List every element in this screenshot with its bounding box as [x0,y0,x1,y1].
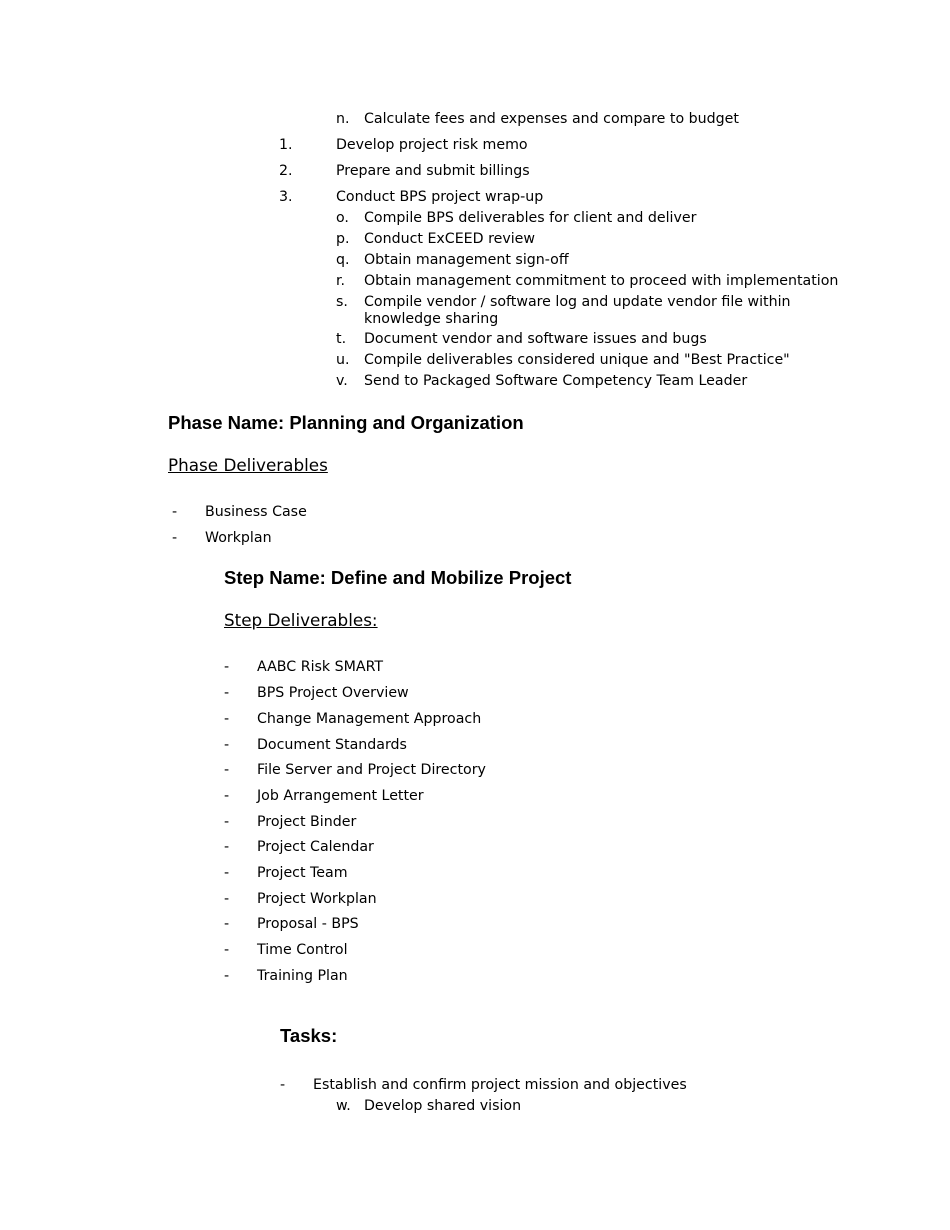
step-deliverable: Time Control [257,942,348,958]
numbered-marker-1: 1. [279,137,293,153]
task-subitem: Develop shared vision [364,1098,522,1114]
step-deliverable: Job Arrangement Letter [257,788,424,804]
subitem-marker: q. [336,252,350,268]
bullet: - [224,839,230,855]
bullet: - [224,942,230,958]
bullet: - [224,916,230,932]
task-subitem-marker: w. [336,1098,351,1114]
step-deliverable: Project Team [257,865,348,881]
bullet: - [224,762,230,778]
subitem-marker: u. [336,352,350,368]
bullet: - [224,814,230,830]
subitem-marker: v. [336,373,348,389]
subitem-text: Conduct ExCEED review [364,231,535,247]
subitem-text: Obtain management commitment to proceed with implementation [364,273,839,289]
numbered-item-2: Prepare and submit billings [336,163,530,179]
list-marker: n. [336,111,350,127]
bullet: - [224,737,230,753]
step-deliverable: Project Binder [257,814,357,830]
bullet: - [172,530,178,546]
bullet: - [224,968,230,984]
task-item: Establish and confirm project mission and objectives [313,1077,687,1093]
step-deliverable: Change Management Approach [257,711,482,727]
numbered-marker-3: 3. [279,189,293,205]
numbered-marker-2: 2. [279,163,293,179]
subitem-text: Compile vendor / software log and update vendor file within knowledge sharing [364,294,791,327]
subitem-marker: o. [336,210,349,226]
subitem-marker: t. [336,331,347,347]
step-deliverable: Training Plan [257,968,348,984]
list-item-n [336,111,350,128]
step-deliverables-heading: Step Deliverables: [224,610,378,630]
bullet: - [224,711,230,727]
step-deliverable: Proposal - BPS [257,916,359,932]
numbered-item-1: Develop project risk memo [336,137,528,153]
phase-heading: Phase Name: Planning and Organization [168,412,524,433]
subitem-text: Send to Packaged Software Competency Team Leader [364,373,748,389]
subitem-marker: r. [336,273,346,289]
subitem-text: Compile BPS deliverables for client and deliver [364,210,697,226]
bullet: - [224,788,230,804]
step-deliverable: Project Calendar [257,839,374,855]
bullet: - [172,504,178,520]
bullet: - [224,865,230,881]
bullet: - [224,891,230,907]
phase-deliverable: Business Case [205,504,307,520]
numbered-item-3: Conduct BPS project wrap-up [336,189,544,205]
step-deliverable: BPS Project Overview [257,685,409,701]
subitem-text: Obtain management sign-off [364,252,569,268]
task-marker: - [280,1077,286,1093]
phase-deliverables-heading: Phase Deliverables [168,455,328,475]
step-deliverable: Project Workplan [257,891,377,907]
subitem-text: Document vendor and software issues and bugs [364,331,707,347]
bullet: - [224,685,230,701]
step-heading: Step Name: Define and Mobilize Project [224,567,572,588]
phase-deliverable: Workplan [205,530,272,546]
step-deliverable: Document Standards [257,737,407,753]
step-deliverable: File Server and Project Directory [257,762,486,778]
list-item-text: Calculate fees and expenses and compare to budget [364,111,739,127]
bullet: - [224,659,230,675]
tasks-heading: Tasks: [280,1025,338,1046]
step-deliverable: AABC Risk SMART [257,659,384,675]
subitem-marker: s. [336,294,348,310]
subitem-text: Compile deliverables considered unique and "Best Practice" [364,352,790,368]
subitem-marker: p. [336,231,350,247]
